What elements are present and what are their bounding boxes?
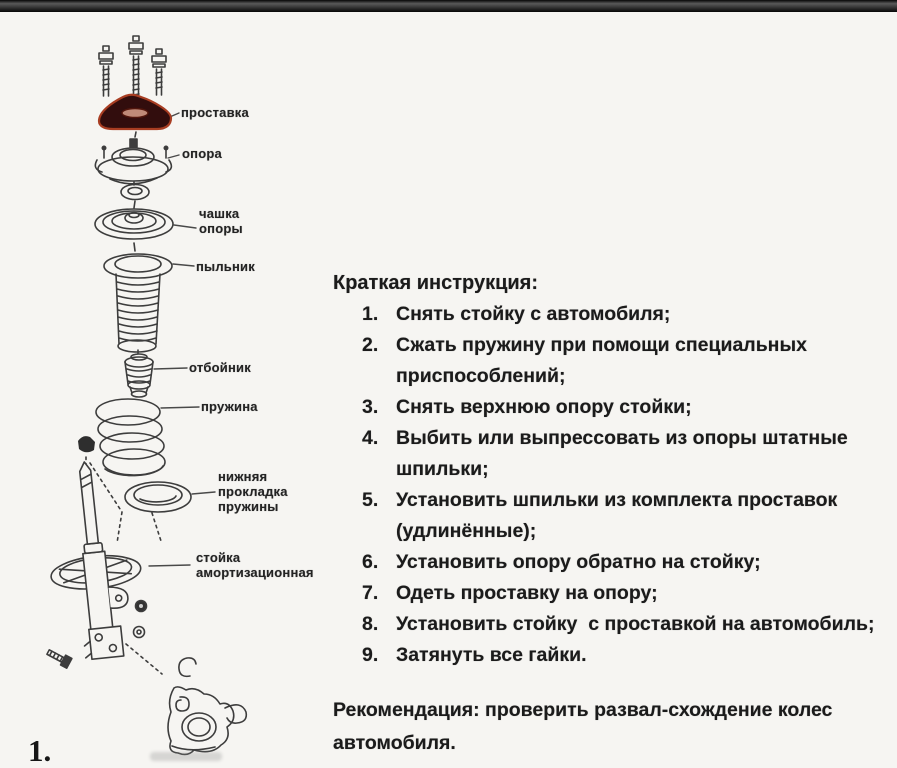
instruction-item xyxy=(333,392,893,423)
bearing-shape xyxy=(121,182,149,208)
part-label-lower-pad: нижняя прокладка пружины xyxy=(218,469,288,514)
spacer-shape xyxy=(99,95,171,129)
item-text: Выбить или выпрессовать из опоры штатные шпильки; xyxy=(396,427,848,480)
leader-lines xyxy=(149,113,215,566)
item-number: 5. xyxy=(362,489,379,511)
instruction-item xyxy=(333,330,893,392)
instruction-item xyxy=(333,640,893,671)
part-label-mount: опора xyxy=(182,146,222,161)
bump-stop-shape xyxy=(125,350,153,397)
item-text: Снять стойку с автомобиля; xyxy=(396,303,671,325)
item-number: 6. xyxy=(362,551,379,573)
part-label-strut: стойка амортизационная xyxy=(196,550,314,580)
item-number: 9. xyxy=(362,644,379,666)
watermark xyxy=(150,752,222,761)
part-label-spacer: проставка xyxy=(181,105,249,120)
part-label-bump-stop: отбойник xyxy=(189,360,251,375)
instruction-item xyxy=(333,423,893,485)
mounting-studs-shape xyxy=(99,36,166,100)
instruction-item xyxy=(333,299,893,330)
spring-cup-shape xyxy=(95,209,173,251)
mount-shape xyxy=(95,132,171,184)
item-text: Одеть проставку на опору; xyxy=(396,582,658,604)
item-number: 2. xyxy=(362,334,379,356)
item-text: Установить стойку с проставкой на автомобиль; xyxy=(396,613,875,635)
item-text: Установить шпильки из комплекта проставок (удлинённые); xyxy=(396,489,838,542)
item-number: 3. xyxy=(362,396,379,418)
instruction-list xyxy=(333,299,893,671)
knuckle-shape xyxy=(168,658,246,755)
item-text: Установить опору обратно на стойку; xyxy=(396,551,761,573)
instruction-item xyxy=(333,609,893,640)
part-label-spring: пружина xyxy=(201,399,258,414)
item-number: 7. xyxy=(362,582,379,604)
strut-body-shape xyxy=(40,436,162,674)
part-label-mount-cup: чашка опоры xyxy=(199,206,243,236)
item-text: Затянуть все гайки. xyxy=(396,644,587,666)
recommendation: Рекомендация: проверить развал-схождение колес автомобиля. xyxy=(333,699,833,754)
spacer-slot xyxy=(122,109,148,118)
instruction-item xyxy=(333,485,893,547)
page-number: 1. xyxy=(28,733,52,768)
part-label-dust-boot: пыльник xyxy=(196,259,255,274)
instructions-title: Краткая инструкция: xyxy=(333,272,538,294)
coil-spring-shape xyxy=(96,399,165,476)
instruction-item xyxy=(333,578,893,609)
item-text: Снять верхнюю опору стойки; xyxy=(396,396,692,418)
dust-boot-shape xyxy=(104,254,172,352)
instruction-item xyxy=(333,547,893,578)
lower-pad-shape xyxy=(125,482,191,512)
item-number: 1. xyxy=(362,303,379,325)
item-text: Сжать пружину при помощи специальных приспособлений; xyxy=(396,334,807,387)
item-number: 8. xyxy=(362,613,379,635)
item-number: 4. xyxy=(362,427,379,449)
strut-exploded-diagram xyxy=(0,0,330,768)
